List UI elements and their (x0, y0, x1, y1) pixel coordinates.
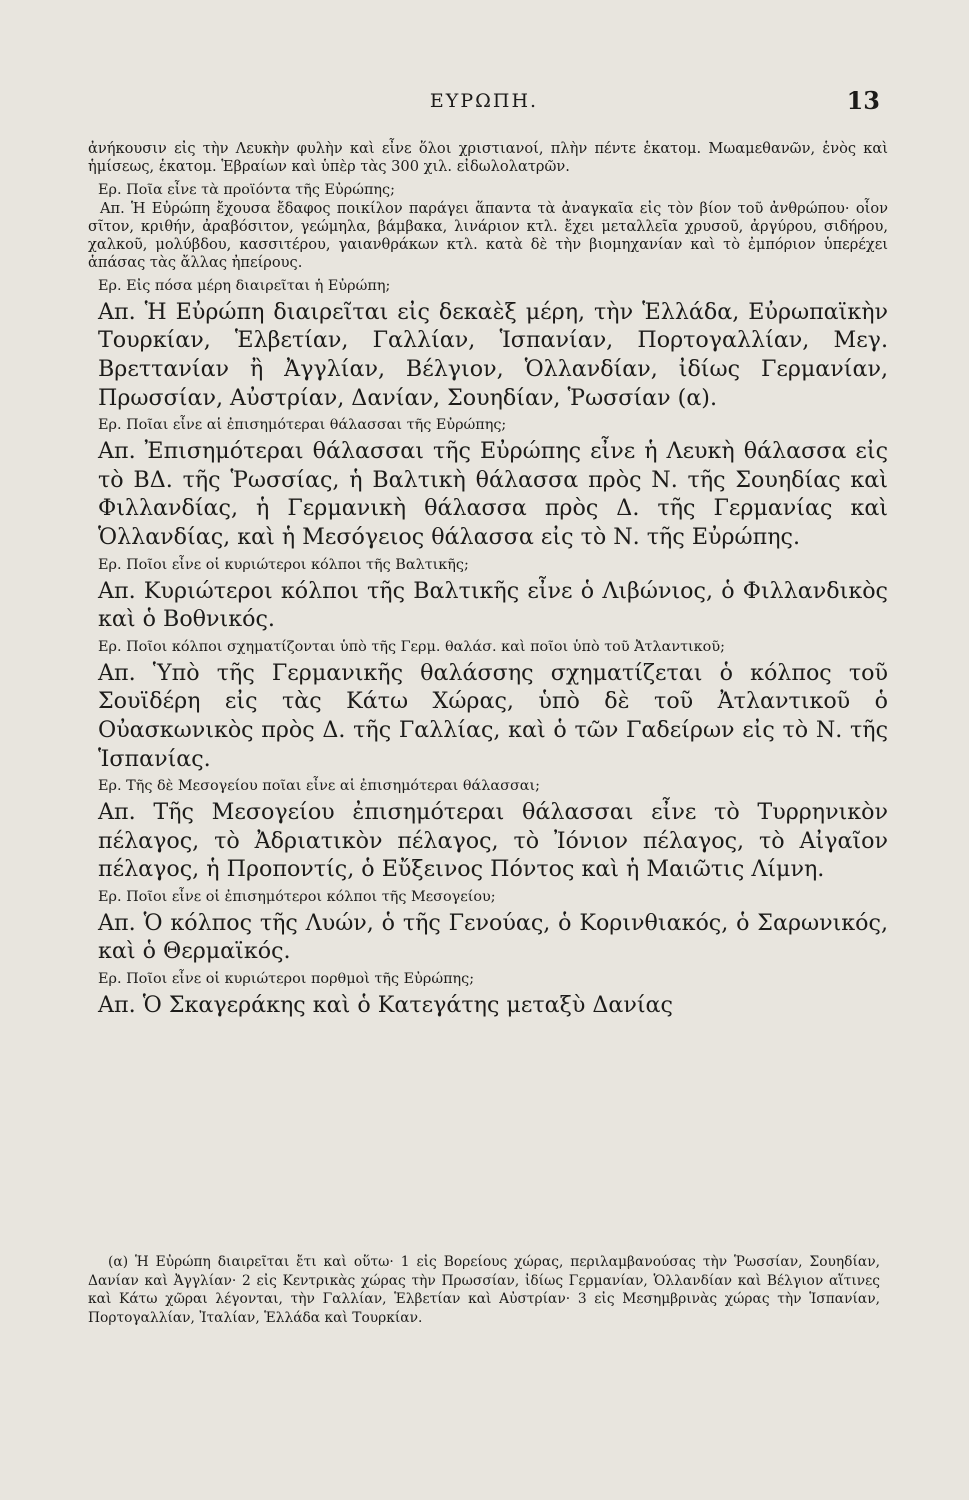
answer: Απ. Ὁ Σκαγεράκης καὶ ὁ Κατεγάτης μεταξὺ Δανίας (98, 992, 673, 1019)
question: Ερ. Ποῖοι εἶνε οἱ κυριώτεροι πορθμοὶ τῆς Εὐρώπης; (98, 971, 475, 988)
running-title: ΕΥΡΩΠΗ. (429, 90, 539, 112)
question: Ερ. Ποῖοι κόλποι σχηματίζονται ὑπὸ τῆς Γερμ. θαλάσ. καὶ ποῖοι ὑπὸ τοῦ Ἀτλαντικοῦ; (98, 638, 725, 655)
question: Ερ. Ποῖαι εἶνε αἱ ἐπισημότεραι θάλασσαι τῆς Εὐρώπης; (98, 417, 507, 434)
page-number: 13 (846, 86, 880, 115)
page-header (88, 86, 880, 126)
question: Ερ. Εἰς πόσα μέρη διαιρεῖται ἡ Εὐρώπη; (98, 277, 391, 294)
question: Ερ. Τῆς δὲ Μεσογείου ποῖαι εἶνε αἱ ἐπισημότεραι θάλασσαι; (98, 778, 540, 795)
answer: Απ. Ὑπὸ τῆς Γερμανικῆς θαλάσσης σχηματίζεται ὁ κόλπος τοῦ Σουϊδέρη εἰς τὰς Κάτω Χώρας, ὑπὸ δὲ τοῦ Ἀτλαντικοῦ ὁ Οὐασκωνικὸς πρὸς Δ. τῆς Γαλλίας, καὶ ὁ τῶν Γαδείρων εἰς τὸ Ν. τῆς Ἱσπανίας. (98, 659, 888, 772)
paragraph: ἀνήκουσιν εἰς τὴν Λευκὴν φυλὴν καὶ εἶνε ὅλοι χριστιανοί, πλὴν πέντε ἑκατομ. Μωαμεθανῶν, ἑνὸς καὶ ἡμίσεως, ἑκατομ. Ἑβραίων καὶ ὑπὲρ τὰς 300 χιλ. εἰδωλολατρῶν. (88, 140, 888, 176)
answer: Απ. Ἡ Εὐρώπη ἔχουσα ἔδαφος ποικίλον παράγει ἅπαντα τὰ ἀναγκαῖα εἰς τὸν βίον τοῦ ἀνθρώπου· οἷον σῖτον, κριθήν, ἀραβόσιτον, γεώμηλα, βάμβακα, λινάριον κτλ. ἔχει μεταλλεῖα χρυσοῦ, ἀργύρου, σιδήρου, χαλκοῦ, μολύβδου, κασσιτέρου, γαιανθράκων κτλ. κατὰ δὲ τὴν βιομηχανίαν καὶ τὸ ἐμπόριον ὑπερέχει ἁπάσας τὰς ἄλλας ἠπείρους. (88, 199, 888, 272)
answer: Απ. Ὁ κόλπος τῆς Λυών, ὁ τῆς Γενούας, ὁ Κορινθιακός, ὁ Σαρωνικός, καὶ ὁ Θερμαϊκός. (98, 909, 888, 965)
footnote-text: (α) Ἡ Εὐρώπη διαιρεῖται ἔτι καὶ οὕτω· 1 εἰς Βορείους χώρας, περιλαμβανούσας τὴν Ῥωσσίαν, Σουηδίαν, Δανίαν καὶ Ἀγγλίαν· 2 εἰς Κεντρικὰς χώρας τὴν Πρωσσίαν, ἰδίως Γερμανίαν, Ὁλλανδίαν καὶ Βέλγιον αἵτινες καὶ Κάτω χῶραι λέγονται, τὴν Γαλλίαν, Ἑλβετίαν καὶ Αὐστρίαν· 3 εἰς Μεσημβρινὰς χώρας τὴν Ἱσπανίαν, Πορτογαλλίαν, Ἰταλίαν, Ἑλλάδα καὶ Τουρκίαν. (88, 1254, 880, 1326)
main-text (88, 140, 888, 1020)
answer: Απ. Ἡ Εὐρώπη διαιρεῖται εἰς δεκαὲξ μέρη, τὴν Ἑλλάδα, Εὐρωπαϊκὴν Τουρκίαν, Ἑλβετίαν, Γαλλίαν, Ἱσπανίαν, Πορτογαλλίαν, Μεγ. Βρεττανίαν ἢ Ἀγγλίαν, Βέλγιον, Ὁλλανδίαν, ἰδίως Γερμανίαν, Πρωσσίαν, Αὐστρίαν, Δανίαν, Σουηδίαν, Ῥωσσίαν (α). (98, 298, 888, 411)
answer: Απ. Ἐπισημότεραι θάλασσαι τῆς Εὐρώπης εἶνε ἡ Λευκὴ θάλασσα εἰς τὸ ΒΔ. τῆς Ῥωσσίας, ἡ Βαλτικὴ θάλασσα πρὸς Ν. τῆς Σουηδίας καὶ Φιλλανδίας, ἡ Γερμανικὴ θάλασσα πρὸς Δ. τῆς Γερμανίας καὶ Ὁλλανδίας, καὶ ἡ Μεσόγειος θάλασσα εἰς τὸ Ν. τῆς Εὐρώπης. (98, 438, 888, 550)
footnote (88, 1253, 880, 1327)
question: Ερ. Ποῖοι εἶνε οἱ κυριώτεροι κόλποι τῆς Βαλτικῆς; (98, 556, 469, 573)
answer: Απ. Τῆς Μεσογείου ἐπισημότεραι θάλασσαι εἶνε τὸ Τυρρηνικὸν πέλαγος, τὸ Ἀδριατικὸν πέλαγος, τὸ Ἰόνιον πέλαγος, τὸ Αἰγαῖον πέλαγος, ἡ Προποντίς, ὁ Εὔξεινος Πόντος καὶ ἡ Μαιῶτις Λίμνη. (98, 799, 888, 883)
question: Ερ. Ποῖα εἶνε τὰ προϊόντα τῆς Εὐρώπης; (98, 181, 395, 198)
answer: Απ. Κυριώτεροι κόλποι τῆς Βαλτικῆς εἶνε ὁ Λιβώνιος, ὁ Φιλλανδικὸς καὶ ὁ Βοθνικός. (98, 577, 888, 633)
question: Ερ. Ποῖοι εἶνε οἱ ἐπισημότεροι κόλποι τῆς Μεσογείου; (98, 888, 496, 905)
